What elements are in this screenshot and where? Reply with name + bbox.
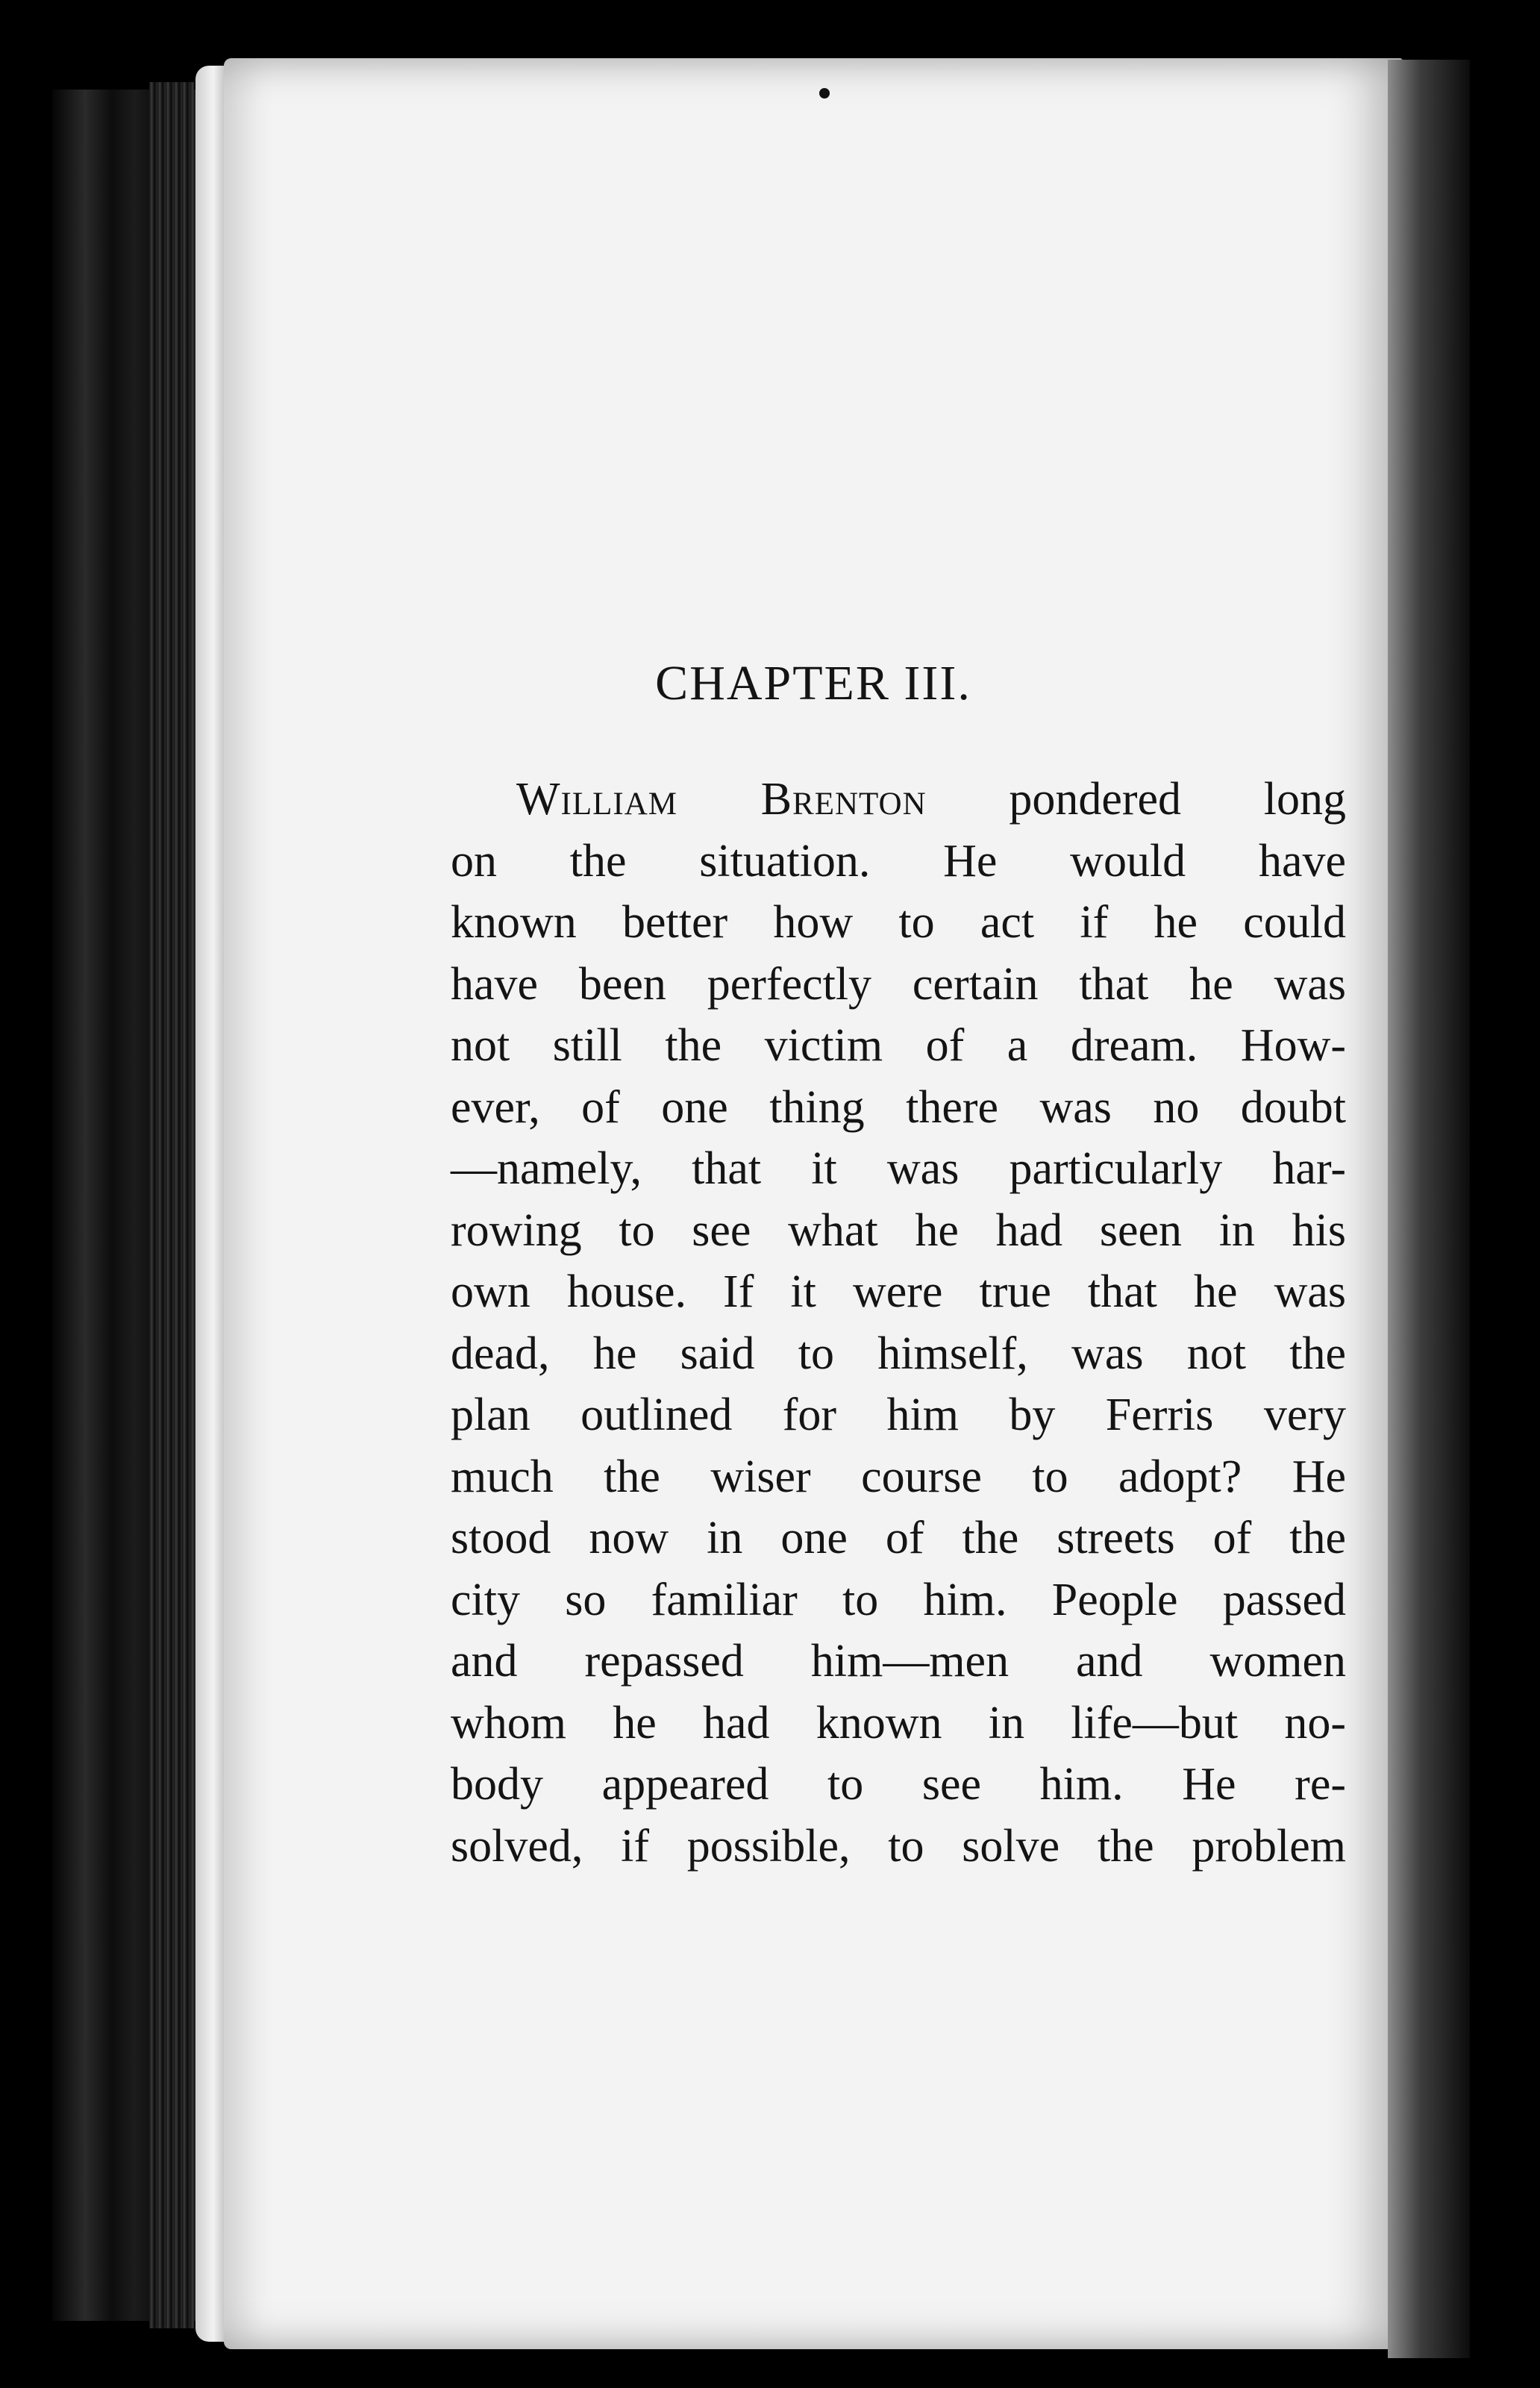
text-line: not still the victim of a dream. How- — [451, 1020, 1346, 1071]
text-line-content: pondered long — [926, 774, 1346, 825]
text-line: —namely, that it was particularly har- — [451, 1143, 1346, 1194]
text-line: rowing to see what he had seen in his — [451, 1204, 1346, 1256]
text-line: stood now in one of the streets of the — [451, 1513, 1346, 1563]
text-line: body appeared to see him. He re- — [451, 1759, 1346, 1810]
text-line: have been perfectly certain that he was — [451, 958, 1346, 1010]
text-line: whom he had known in life—but no- — [451, 1697, 1346, 1748]
text-line: own house. If it were true that he was — [451, 1266, 1346, 1317]
text-line: city so familiar to him. People passed — [451, 1574, 1346, 1625]
text-line: solved, if possible, to solve the problem — [451, 1820, 1346, 1872]
text-line: on the situation. He would have — [451, 835, 1346, 887]
text-line: ever, of one thing there was no doubt — [451, 1081, 1346, 1133]
text-line: known better how to act if he could — [451, 897, 1346, 948]
text-line: dead, he said to himself, was not the — [451, 1328, 1346, 1379]
text-line: plan outlined for him by Ferris very — [451, 1390, 1346, 1440]
text-line — [451, 769, 1346, 831]
body-text — [451, 769, 1346, 1877]
chapter-heading: CHAPTER III. — [655, 656, 971, 710]
page-gutter-shadow — [1388, 60, 1470, 2358]
ink-speck — [819, 88, 830, 99]
facing-page-edge — [1470, 0, 1540, 2388]
binding-edge — [149, 82, 194, 2328]
text-line: much the wiser course to adopt? He — [451, 1451, 1346, 1502]
text-line: and repassed him—men and women — [451, 1636, 1346, 1687]
opening-words: William Brenton — [516, 774, 927, 825]
